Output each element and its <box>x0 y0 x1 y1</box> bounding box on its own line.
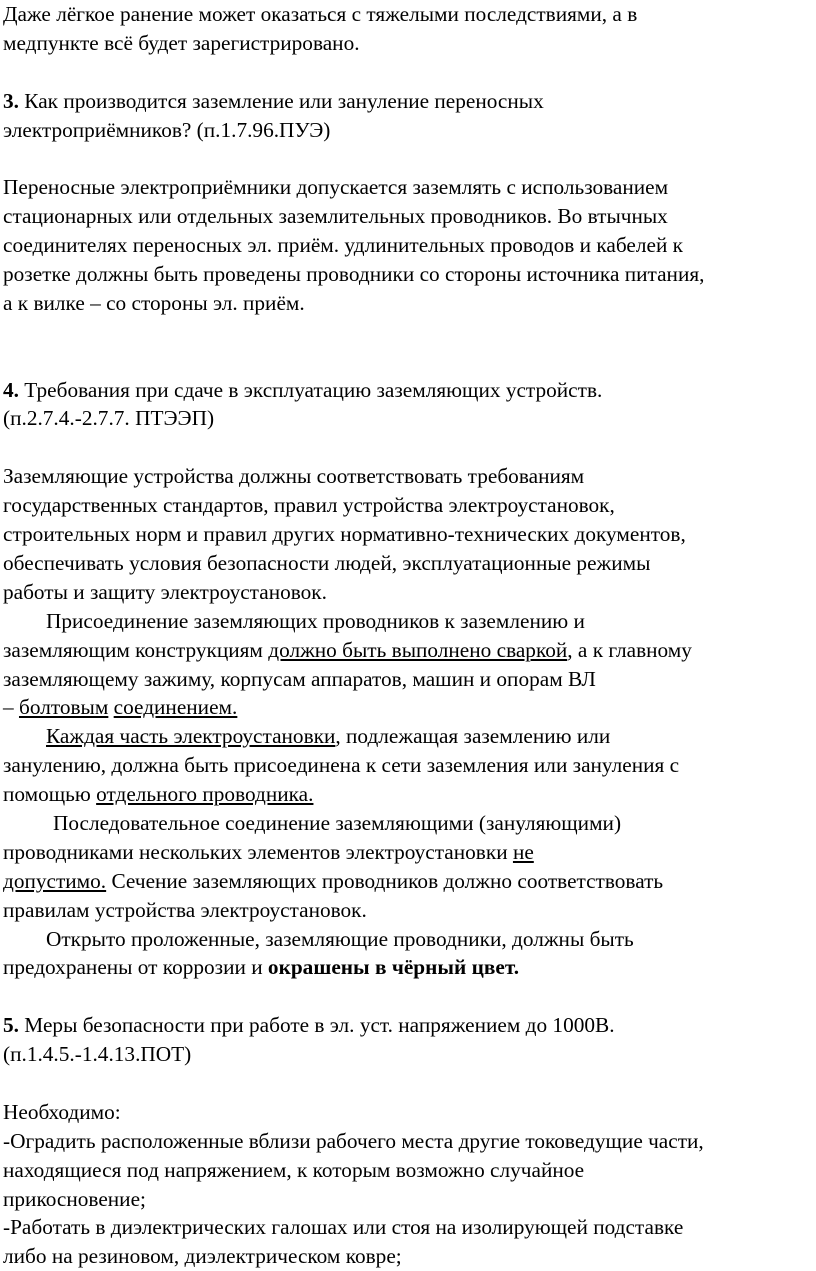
text-run: заземляющим конструкциям <box>3 637 269 662</box>
underlined-text: Каждая часть электроустановки <box>46 724 336 749</box>
question-4-heading <box>3 376 813 434</box>
answer-line: строительных норм и правил других нормативно-технических документов, <box>3 522 686 547</box>
text-run: – <box>3 695 19 720</box>
answer-line: государственных стандартов, правил устройства электроустановок, <box>3 493 615 518</box>
answer-line: либо на резиновом, диэлектрическом ковре; <box>3 1244 402 1269</box>
intro-line: Даже лёгкое ранение может оказаться с тяжелыми последствиями, а в <box>3 2 638 26</box>
answer-line <box>3 838 813 867</box>
underlined-text: не <box>512 839 534 864</box>
question-5-number: 5. <box>3 1013 19 1038</box>
question-4-number: 4. <box>3 377 19 402</box>
underlined-text: должно быть выполнено сваркой <box>268 637 568 662</box>
answer-line: прикосновение; <box>3 1186 146 1211</box>
question-4-title-line-2: (п.2.7.4.-2.7.7. ПТЭЭП) <box>3 406 215 431</box>
answer-line: стационарных или отдельных заземлительных проводников. Во втычных <box>3 204 668 229</box>
document-page <box>3 0 813 1271</box>
answer-line: а к вилке – со стороны эл. приём. <box>3 290 305 315</box>
text-run: предохранены от коррозии и <box>3 955 268 980</box>
question-3-number: 3. <box>3 88 19 113</box>
question-3-title-line-2: электроприёмников? (п.1.7.96.ПУЭ) <box>3 117 331 142</box>
intro-paragraph <box>3 0 813 58</box>
intro-line: медпункте всё будет зарегистрировано. <box>3 30 360 55</box>
question-4-title-text: Требования при сдаче в эксплуатацию заземляющих устройств. <box>18 377 603 402</box>
question-4-paragraph-2 <box>3 607 813 723</box>
underlined-text: допустимо. <box>3 868 107 893</box>
answer-line: правилам устройства электроустановок. <box>3 897 367 922</box>
text-run: проводниками нескольких элементов электроустановки <box>3 839 513 864</box>
question-5-title-line-1 <box>3 1011 813 1040</box>
question-5-title-line-2: (п.1.4.5.-1.4.13.ПОТ) <box>3 1042 192 1067</box>
answer-line: обеспечивать условия безопасности людей, эксплуатационные режимы <box>3 550 651 575</box>
answer-line <box>3 780 813 809</box>
underlined-text: отдельного проводника. <box>96 782 314 807</box>
answer-line: -Оградить расположенные вблизи рабочего места другие токоведущие части, <box>3 1128 704 1153</box>
question-3-title-text: Как производится заземление или зануление переносных <box>18 88 544 113</box>
answer-line: Переносные электроприёмники допускается заземлять с использованием <box>3 175 669 200</box>
answer-line: заземляющему зажиму, корпусам аппаратов, машин и опорам ВЛ <box>3 666 596 691</box>
question-4-paragraph-1 <box>3 462 813 606</box>
answer-line: находящиеся под напряжением, к которым возможно случайное <box>3 1157 585 1182</box>
text-run: помощью <box>3 782 97 807</box>
question-4-paragraph-3 <box>3 722 813 809</box>
question-3-heading <box>3 87 813 145</box>
question-3-answer <box>3 173 813 317</box>
answer-line <box>3 953 813 982</box>
bold-text: окрашены в чёрный цвет. <box>267 955 520 980</box>
answer-line: занулению, должна быть присоединена к сети заземления или зануления с <box>3 753 680 778</box>
answer-line: розетке должны быть проведены проводники со стороны источника питания, <box>3 262 705 287</box>
answer-line: Присоединение заземляющих проводников к заземлению и <box>46 608 585 633</box>
question-4-paragraph-5 <box>3 925 813 983</box>
question-3-title-line-1 <box>3 87 813 116</box>
question-4-paragraph-4 <box>3 809 813 925</box>
answer-line <box>3 722 813 751</box>
answer-line <box>3 867 813 896</box>
answer-line: работы и защиту электроустановок. <box>3 579 327 604</box>
answer-line: Заземляющие устройства должны соответствовать требованиям <box>3 464 585 489</box>
answer-line <box>3 693 813 722</box>
answer-line: Открыто проложенные, заземляющие проводники, должны быть <box>46 926 634 951</box>
question-5-title-text: Меры безопасности при работе в эл. уст. напряжением до 1000В. <box>18 1013 615 1038</box>
answer-lead: Необходимо: <box>3 1099 121 1124</box>
question-5-heading <box>3 1011 813 1069</box>
question-5-answer <box>3 1098 813 1271</box>
question-4-title-line-1 <box>3 376 813 405</box>
answer-line: -Работать в диэлектрических галошах или стоя на изолирующей подставке <box>3 1215 684 1240</box>
underlined-text: болтовым <box>18 695 109 720</box>
answer-line: соединителях переносных эл. приём. удлинительных проводов и кабелей к <box>3 233 684 258</box>
answer-line <box>3 636 813 665</box>
text-run: , а к главному <box>567 637 692 662</box>
underlined-text: соединением. <box>113 695 238 720</box>
text-run: , подлежащая заземлению или <box>335 724 611 749</box>
text-run: Сечение заземляющих проводников должно соответствовать <box>106 868 664 893</box>
answer-line: Последовательное соединение заземляющими (зануляющими) <box>53 810 622 835</box>
